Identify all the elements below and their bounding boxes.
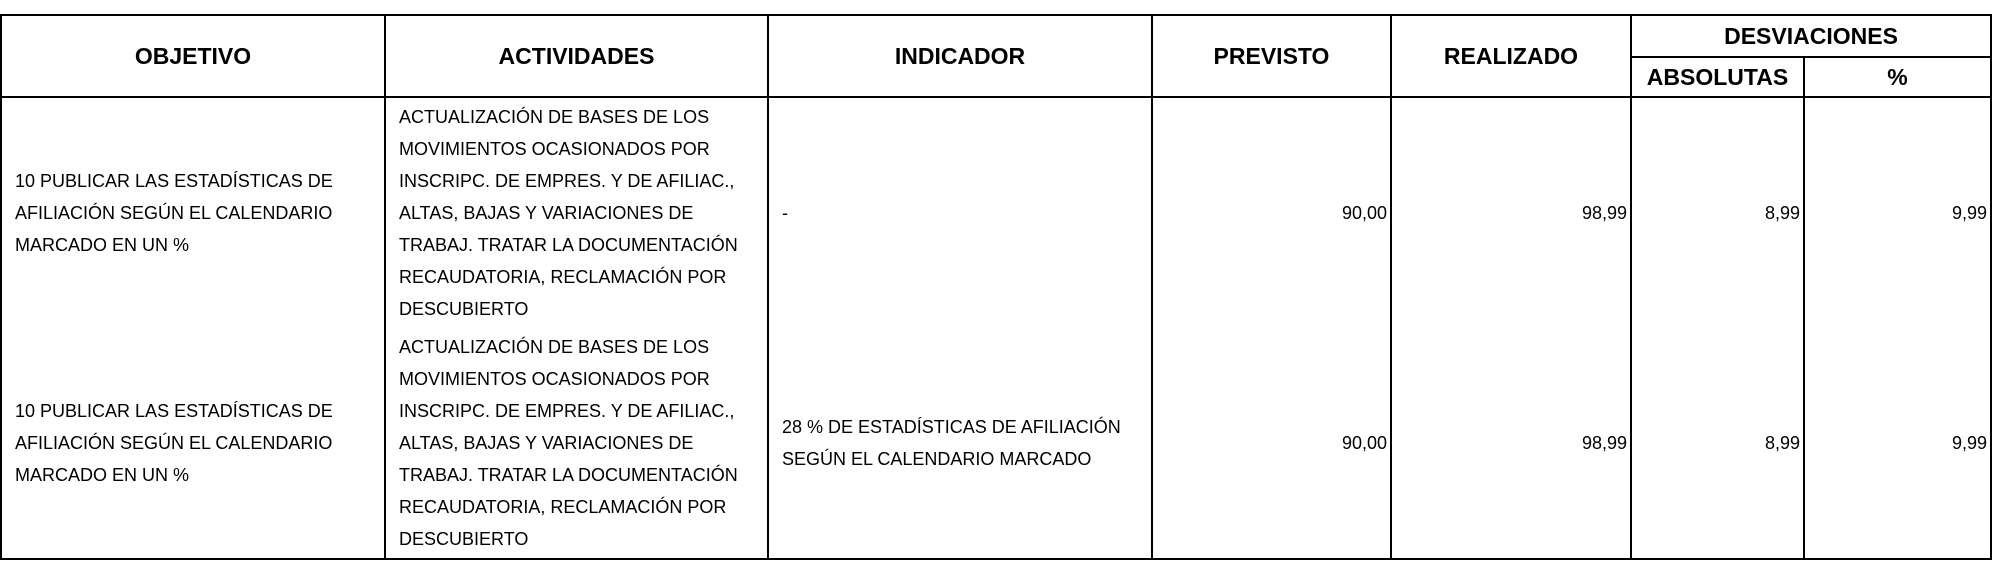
header-row-top xyxy=(1,15,1991,57)
table-body xyxy=(1,97,1991,559)
header-indicador: INDICADOR xyxy=(768,15,1152,97)
header-objetivo: OBJETIVO xyxy=(1,15,385,97)
table-row xyxy=(1,328,1991,559)
cell-objetivo: 10 PUBLICAR LAS ESTADÍSTICAS DE AFILIACIÓN SEGÚN EL CALENDARIO MARCADO EN UN % xyxy=(1,97,385,328)
cell-actividades: ACTUALIZACIÓN DE BASES DE LOS MOVIMIENTOS OCASIONADOS POR INSCRIPC. DE EMPRES. Y DE AFILIAC., ALTAS, BAJAS Y VARIACIONES DE TRABAJ. TRATAR LA DOCUMENTACIÓN RECAUDATORIA, RECLAMACIÓN POR DESCUBIERTO xyxy=(385,97,768,328)
cell-realizado: 98,99 xyxy=(1391,97,1631,328)
cell-absolutas: 8,99 xyxy=(1631,97,1804,328)
cell-absolutas: 8,99 xyxy=(1631,328,1804,559)
cell-porcentaje: 9,99 xyxy=(1804,328,1991,559)
cell-indicador: 28 % DE ESTADÍSTICAS DE AFILIACIÓN SEGÚN EL CALENDARIO MARCADO xyxy=(768,328,1152,559)
cell-porcentaje: 9,99 xyxy=(1804,97,1991,328)
cell-previsto: 90,00 xyxy=(1152,97,1391,328)
header-actividades: ACTIVIDADES xyxy=(385,15,768,97)
cell-actividades: ACTUALIZACIÓN DE BASES DE LOS MOVIMIENTOS OCASIONADOS POR INSCRIPC. DE EMPRES. Y DE AFILIAC., ALTAS, BAJAS Y VARIACIONES DE TRABAJ. TRATAR LA DOCUMENTACIÓN RECAUDATORIA, RECLAMACIÓN POR DESCUBIERTO xyxy=(385,328,768,559)
header-porcentaje: % xyxy=(1804,57,1991,97)
header-realizado: REALIZADO xyxy=(1391,15,1631,97)
objectives-table-container xyxy=(0,14,1990,560)
header-absolutas: ABSOLUTAS xyxy=(1631,57,1804,97)
cell-objetivo: 10 PUBLICAR LAS ESTADÍSTICAS DE AFILIACIÓN SEGÚN EL CALENDARIO MARCADO EN UN % xyxy=(1,328,385,559)
cell-indicador: - xyxy=(768,97,1152,328)
objectives-table xyxy=(0,14,1992,560)
header-previsto: PREVISTO xyxy=(1152,15,1391,97)
cell-previsto: 90,00 xyxy=(1152,328,1391,559)
table-row xyxy=(1,97,1991,328)
header-desviaciones: DESVIACIONES xyxy=(1631,15,1991,57)
cell-realizado: 98,99 xyxy=(1391,328,1631,559)
table-header xyxy=(1,15,1991,97)
